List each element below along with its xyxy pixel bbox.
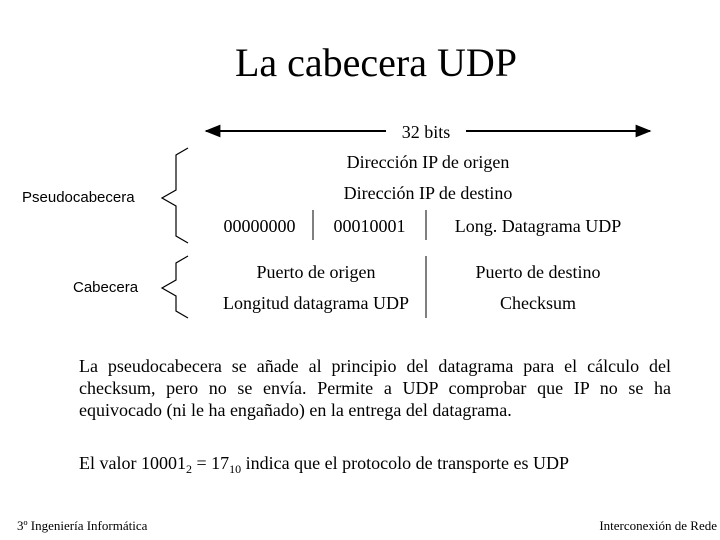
valor-base-decimal: 10 <box>229 462 242 476</box>
slide-title: La cabecera UDP <box>234 40 518 85</box>
valor-base-binary: 2 <box>185 462 192 476</box>
protocol-value-sentence <box>79 452 679 474</box>
field-source-port: Puerto de origen <box>256 261 376 282</box>
footer-right: Interconexión de Rede <box>599 518 717 533</box>
field-zeros: 00000000 <box>223 215 296 236</box>
field-length: Longitud datagrama UDP <box>223 292 409 313</box>
header-label: Cabecera <box>73 279 139 296</box>
pseudoheader-label: Pseudocabecera <box>22 189 135 206</box>
footer-left: 3º Ingeniería Informática <box>17 518 148 533</box>
field-checksum: Checksum <box>500 292 576 313</box>
field-dest-port: Puerto de destino <box>475 261 601 282</box>
field-dest-ip: Dirección IP de destino <box>343 182 513 203</box>
explanation-paragraph: La pseudocabecera se añade al principio del datagrama para el cálculo del checksum, pero no se envía. Permite a UDP comprobar que IP no se ha equivocado (ni le ha engañado) en la entrega del datagrama. <box>79 356 671 420</box>
field-protocol: 00010001 <box>333 215 406 236</box>
header-brace <box>162 256 188 318</box>
pseudoheader-brace <box>162 148 188 243</box>
valor-mid: = 17 <box>191 453 230 473</box>
valor-suffix: indica que el protocolo de transporte es UDP <box>241 453 570 473</box>
valor-prefix: El valor 10001 <box>79 453 186 473</box>
width-label: 32 bits <box>386 120 466 144</box>
field-source-ip: Dirección IP de origen <box>346 151 510 172</box>
field-datagram-length: Long. Datagrama UDP <box>454 215 622 236</box>
